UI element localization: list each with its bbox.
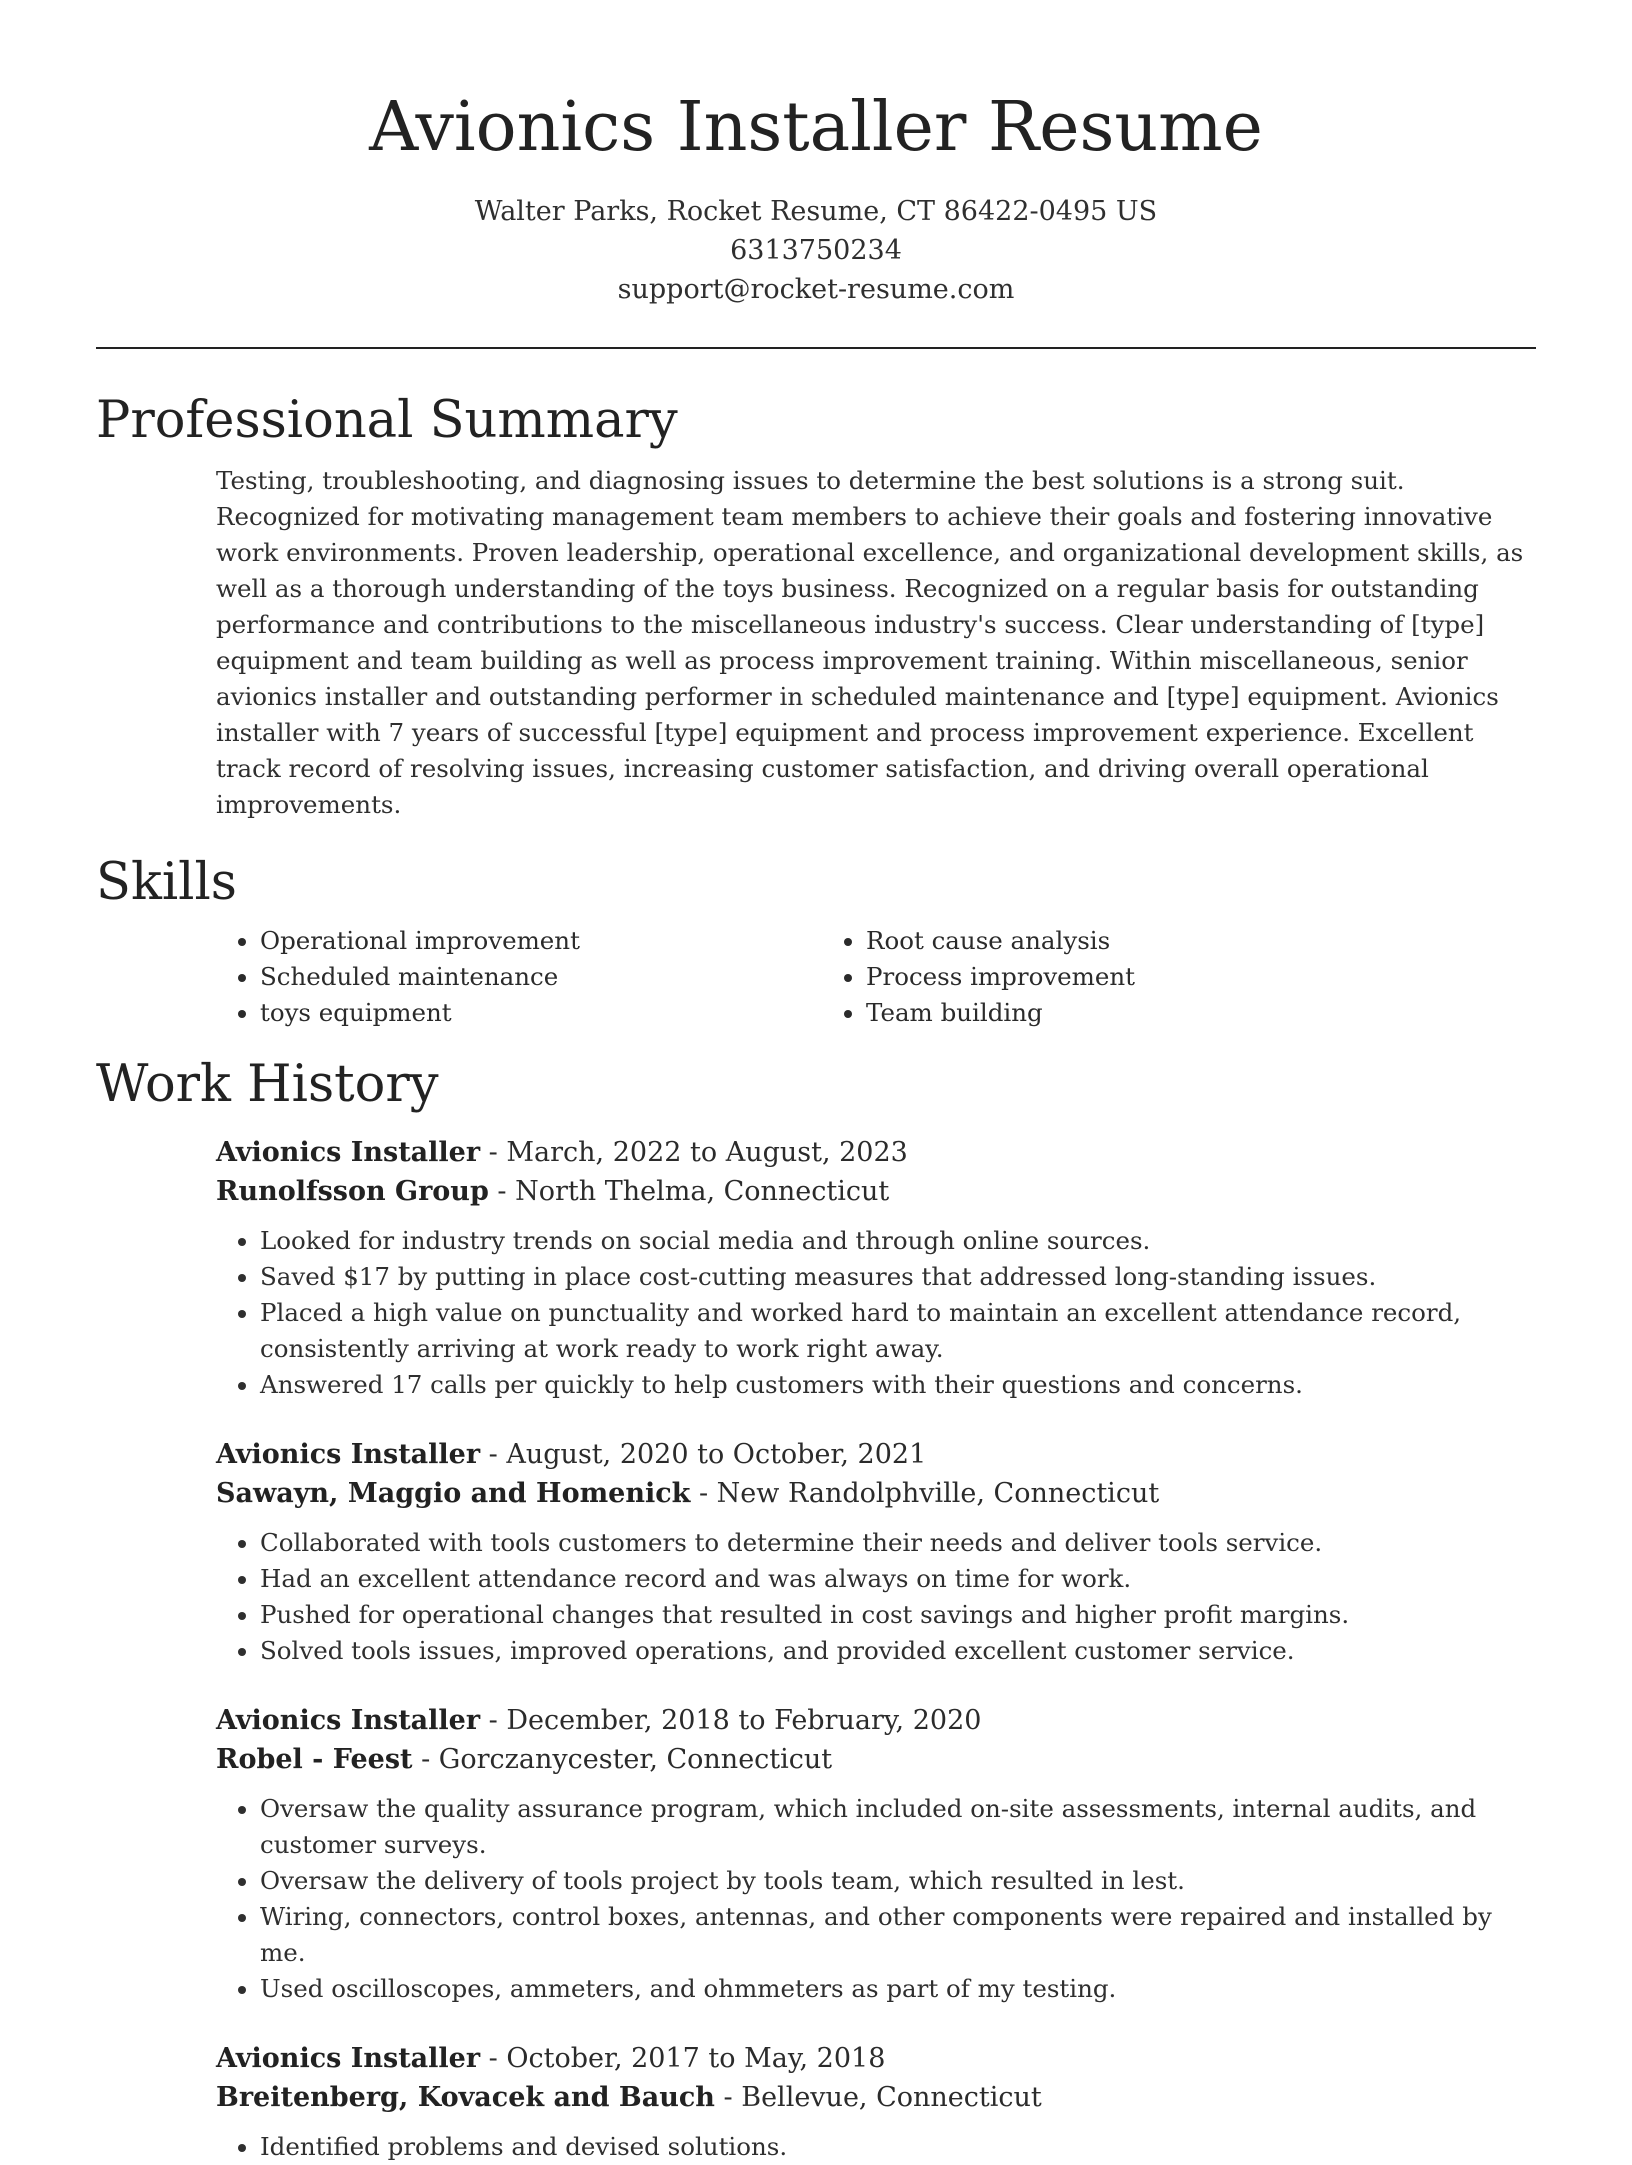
job-dates: March, 2022 to August, 2023 [506,1137,908,1168]
job-bullet: • Identified problems and devised solutions. [260,2129,1536,2165]
job-dates: December, 2018 to February, 2020 [506,1705,982,1736]
skill-item: • Operational improvement [260,923,822,959]
job-bullet: • Looked for industry trends on social media and through online sources. [260,1223,1536,1259]
contact-phone: 6313750234 [730,235,902,266]
work-history-heading: Work History [96,1055,439,1114]
job-company: Robel - Feest [216,1744,413,1775]
job-title-line [216,2039,1536,2078]
job-title-line [216,1701,1536,1740]
resume-page [96,0,1536,2165]
skill-item: • toys equipment [260,995,822,1031]
skill-item: • Process improvement [866,959,1428,995]
job-bullet: • Placed a high value on punctuality and worked hard to maintain an excellent attendance record, consistently arriving at work ready to work right away. [260,1295,1536,1367]
separator: - [488,1176,516,1207]
skills-list [216,923,1536,1031]
job-bullet: • Pushed for operational changes that resulted in cost savings and higher profit margins. [260,1597,1536,1633]
contact-email: support@rocket-resume.com [617,274,1015,305]
job-entry [216,1435,1536,1669]
job-bullet: • Had an excellent attendance record and was always on time for work. [260,1561,1536,1597]
job-company-line [216,1172,1536,1211]
job-title: Avionics Installer [216,1705,481,1736]
skills-column-right [822,923,1428,1031]
job-location: North Thelma, Connecticut [515,1176,890,1207]
summary-heading: Professional Summary [96,391,678,450]
job-bullet: • Oversaw the delivery of tools project by tools team, which resulted in lest. [260,1863,1536,1899]
job-bullets [216,2129,1536,2165]
skill-item: • Scheduled maintenance [260,959,822,995]
job-dates: October, 2017 to May, 2018 [506,2043,886,2074]
job-entry [216,1701,1536,2007]
contact-address: Walter Parks, Rocket Resume, CT 86422-0495 US [474,196,1158,227]
job-title-line [216,1435,1536,1474]
job-bullet: • Answered 17 calls per quickly to help customers with their questions and concerns. [260,1367,1536,1403]
job-bullet: • Saved $17 by putting in place cost-cutting measures that addressed long-standing issues. [260,1259,1536,1295]
job-company: Sawayn, Maggio and Homenick [216,1478,691,1509]
skill-item: • Team building [866,995,1428,1031]
job-bullets [216,1525,1536,1669]
job-company-line [216,1474,1536,1513]
job-company: Breitenberg, Kovacek and Bauch [216,2082,715,2113]
skills-column-left [216,923,822,1031]
job-location: New Randolphville, Connecticut [716,1478,1160,1509]
job-company-line [216,2078,1536,2117]
job-title-line [216,1133,1536,1172]
separator: - [690,1478,717,1509]
job-entry [216,1133,1536,1403]
skill-item: • Root cause analysis [866,923,1428,959]
separator: - [412,1744,439,1775]
job-title: Avionics Installer [216,1439,481,1470]
job-entry [216,2039,1536,2165]
resume-title: Avionics Installer Resume [369,88,1263,167]
header-divider [96,347,1536,349]
separator: - [480,1439,507,1470]
separator: - [480,1137,507,1168]
separator: - [480,1705,507,1736]
job-bullet: • Used oscilloscopes, ammeters, and ohmmeters as part of my testing. [260,1971,1536,2007]
separator: - [714,2082,742,2113]
job-bullets [216,1791,1536,2007]
job-bullet: • Collaborated with tools customers to determine their needs and deliver tools service. [260,1525,1536,1561]
skills-heading: Skills [96,853,237,912]
job-title: Avionics Installer [216,1137,481,1168]
job-dates: August, 2020 to October, 2021 [506,1439,927,1470]
job-title: Avionics Installer [216,2043,481,2074]
job-location: Bellevue, Connecticut [741,2082,1042,2113]
job-bullets [216,1223,1536,1403]
job-company: Runolfsson Group [216,1176,489,1207]
separator: - [480,2043,507,2074]
job-bullet: • Oversaw the quality assurance program, which included on-site assessments, internal audits, and customer surveys. [260,1791,1536,1863]
job-company-line [216,1740,1536,1779]
contact-block [96,192,1536,309]
summary-text: Testing, troubleshooting, and diagnosing issues to determine the best solutions is a strong suit. Recognized for motivating management team members to achieve their goals and fostering innovative work environments. Proven leadership, operational excellence, and organizational development skills, as well as a thorough understanding of the toys business. Recognized on a regular basis for outstanding performance and contributions to the miscellaneous industry's success. Clear understanding of [type] equipment and team building as well as process improvement training. Within miscellaneous, senior avionics installer and outstanding performer in scheduled maintenance and [type] equipment. Avionics installer with 7 years of successful [type] equipment and process improvement experience. Excellent track record of resolving issues, increasing customer satisfaction, and driving overall operational improvements. [216,466,1524,819]
job-location: Gorczanycester, Connecticut [438,1744,833,1775]
job-bullet: • Wiring, connectors, control boxes, antennas, and other components were repaired and installed by me. [260,1899,1536,1971]
job-bullet: • Solved tools issues, improved operations, and provided excellent customer service. [260,1633,1536,1669]
